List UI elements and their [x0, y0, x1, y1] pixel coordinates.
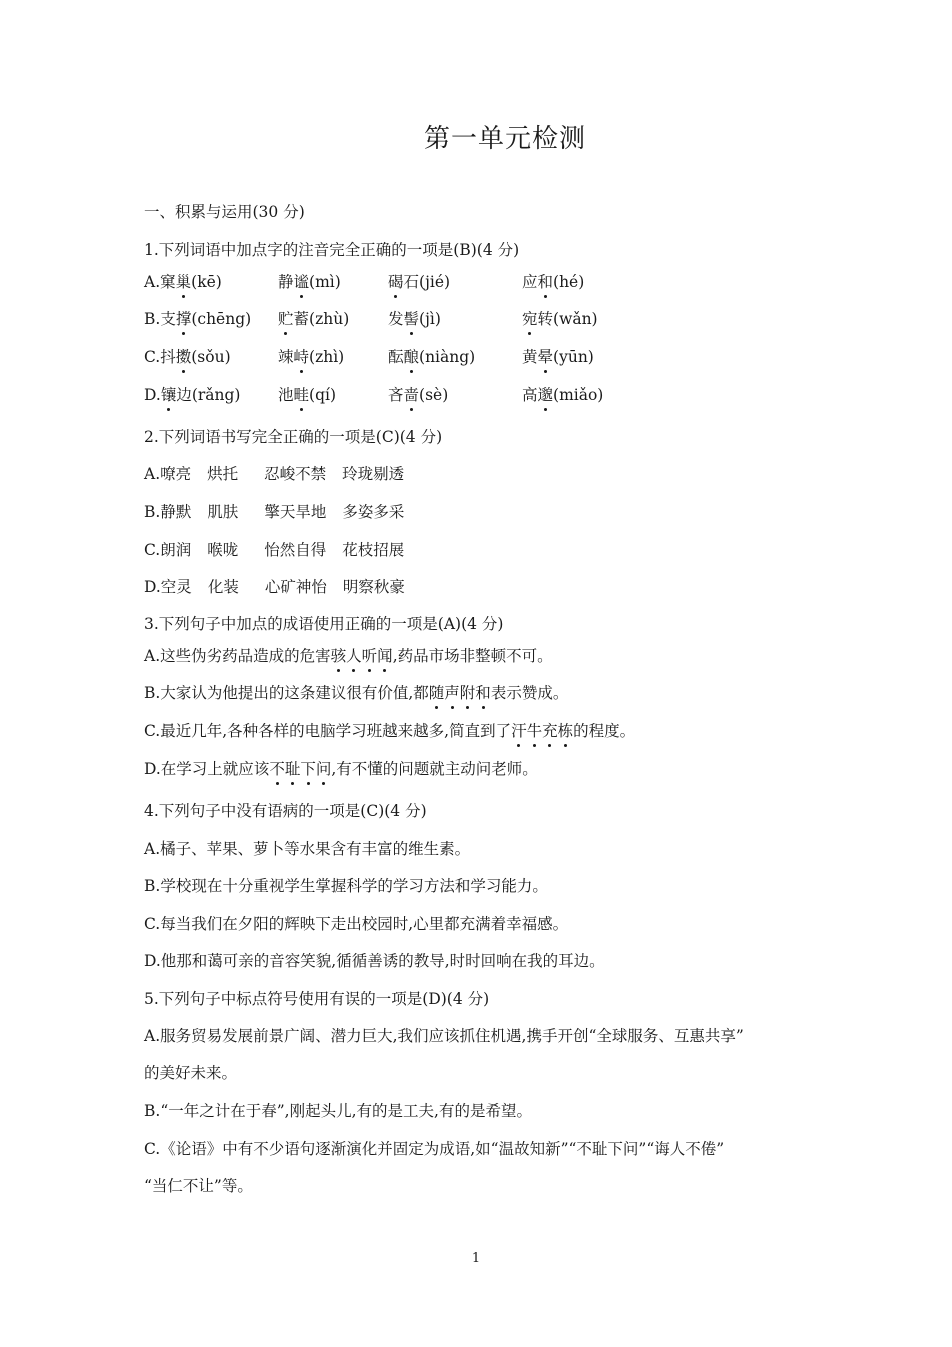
q2-option-d: D.空灵 化装 心矿神怡 明察秋豪 [144, 578, 405, 596]
q5-option-b: B.“一年之计在于春”,刚起头儿,有的是工夫,有的是希望。 [144, 1102, 532, 1120]
q1-a2: 静谧(mì) [278, 273, 341, 291]
q4-option-b: B.学校现在十分重视学生掌握科学的学习方法和学习能力。 [144, 877, 548, 895]
q1-a3: 碣石(jié) [388, 273, 451, 291]
q1-d2: 池畦(qí) [278, 386, 337, 404]
question-1-stem: 1.下列词语中加点字的注音完全正确的一项是(B)(4 分) [144, 241, 520, 259]
q3-option-a: A.这些伪劣药品造成的危害骇人听闻,药品市场非整顿不可。 [144, 647, 553, 665]
q2-option-c: C.朗润 喉咙 怡然自得 花枝招展 [144, 541, 405, 559]
q1-b2: 贮蓄(zhù) [278, 310, 350, 328]
emphasized-idiom: 随声附和 [428, 684, 491, 702]
q1-a4: 应和(hé) [522, 273, 585, 291]
q1-d4: 高邈(miǎo) [522, 386, 604, 404]
q5-option-c-line2: “当仁不让”等。 [144, 1177, 253, 1195]
q2-option-a: A.嘹亮 烘托 忍峻不禁 玲珑剔透 [144, 465, 405, 483]
q1-b3: 发髻(jì) [388, 310, 441, 328]
q1-b1: B.支撑(chēng) [144, 310, 252, 328]
q1-c3: 酝酿(niàng) [388, 348, 476, 366]
q1-d3: 吝啬(sè) [388, 386, 449, 404]
question-4-stem: 4.下列句子中没有语病的一项是(C)(4 分) [144, 802, 427, 820]
emphasized-idiom: 汗牛充栋 [511, 722, 574, 740]
q1-a1: A.窠巢(kē) [144, 273, 222, 291]
q1-c2: 竦峙(zhì) [278, 348, 345, 366]
q3-option-b: B.大家认为他提出的这条建议很有价值,都随声附和表示赞成。 [144, 684, 569, 702]
q4-option-c: C.每当我们在夕阳的辉映下走出校园时,心里都充满着幸福感。 [144, 915, 569, 933]
q4-option-d: D.他那和蔼可亲的音容笑貌,循循善诱的教导,时时回响在我的耳边。 [144, 952, 605, 970]
question-2-stem: 2.下列词语书写完全正确的一项是(C)(4 分) [144, 428, 443, 446]
page-number: 1 [471, 1251, 481, 1266]
question-5-stem: 5.下列句子中标点符号使用有误的一项是(D)(4 分) [144, 990, 490, 1008]
q4-option-a: A.橘子、苹果、萝卜等水果含有丰富的维生素。 [144, 840, 471, 858]
q3-option-c: C.最近几年,各种各样的电脑学习班越来越多,简直到了汗牛充栋的程度。 [144, 722, 636, 740]
q5-option-a-line1: A.服务贸易发展前景广阔、潜力巨大,我们应该抓住机遇,携手开创“全球服务、互惠共享” [144, 1027, 744, 1045]
emphasized-idiom: 骇人听闻 [330, 647, 393, 665]
emphasized-idiom: 不耻下问 [269, 760, 332, 778]
q1-b4: 宛转(wǎn) [522, 310, 598, 328]
question-3-stem: 3.下列句子中加点的成语使用正确的一项是(A)(4 分) [144, 615, 504, 633]
q5-option-a-line2: 的美好未来。 [144, 1064, 238, 1082]
q1-c1: C.抖擞(sǒu) [144, 348, 231, 366]
q5-option-c-line1: C.《论语》中有不少语句逐渐演化并固定为成语,如“温故知新”“不耻下问”“诲人不倦” [144, 1140, 725, 1158]
section-heading: 一、积累与运用(30 分) [144, 203, 305, 221]
q2-option-b: B.静默 肌肤 擎天旱地 多姿多采 [144, 503, 405, 521]
q1-c4: 黄晕(yūn) [522, 348, 594, 366]
q3-option-d: D.在学习上就应该不耻下问,有不懂的问题就主动问老师。 [144, 760, 538, 778]
q1-d1: D.镶边(rǎng) [144, 386, 241, 404]
page-title: 第一单元检测 [423, 124, 586, 154]
